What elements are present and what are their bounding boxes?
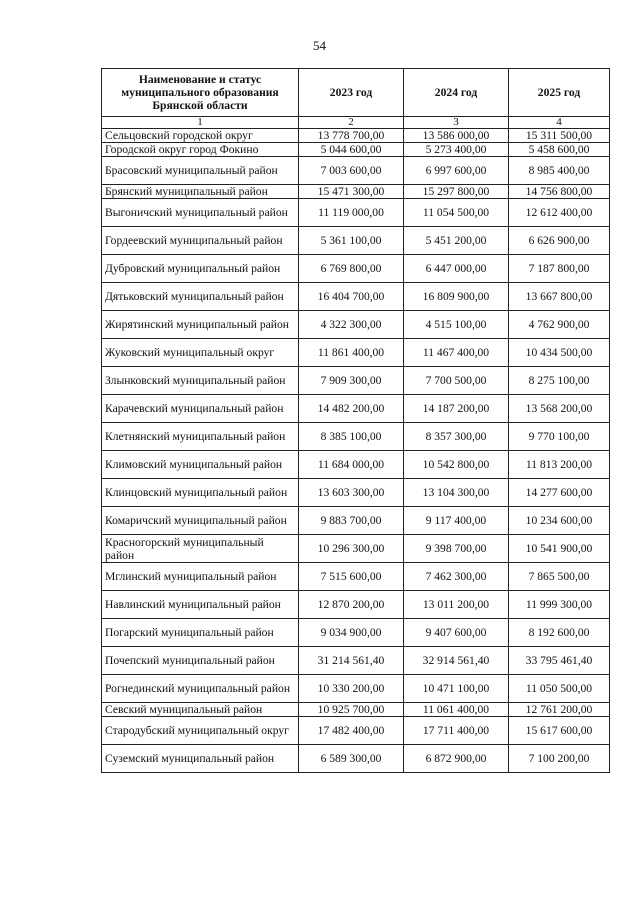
table-row — [102, 703, 610, 717]
municipality-name: Жирятинский муниципальный район — [102, 311, 299, 339]
municipality-name: Дятьковский муниципальный район — [102, 283, 299, 311]
value-2025: 5 458 600,00 — [509, 143, 610, 157]
municipality-name: Брянский муниципальный район — [102, 185, 299, 199]
value-2025: 7 100 200,00 — [509, 745, 610, 773]
value-2024: 15 297 800,00 — [404, 185, 509, 199]
municipality-name: Выгоничский муниципальный район — [102, 199, 299, 227]
municipality-name: Севский муниципальный район — [102, 703, 299, 717]
table-row — [102, 129, 610, 143]
table-row — [102, 717, 610, 745]
municipality-name: Городской округ город Фокино — [102, 143, 299, 157]
table-row — [102, 185, 610, 199]
value-2025: 8 985 400,00 — [509, 157, 610, 185]
header-2023: 2023 год — [299, 69, 404, 117]
value-2024: 14 187 200,00 — [404, 395, 509, 423]
table-row — [102, 227, 610, 255]
municipality-name: Карачевский муниципальный район — [102, 395, 299, 423]
value-2025: 6 626 900,00 — [509, 227, 610, 255]
table-row — [102, 143, 610, 157]
value-2025: 10 541 900,00 — [509, 535, 610, 563]
value-2024: 9 117 400,00 — [404, 507, 509, 535]
municipality-name: Жуковский муниципальный округ — [102, 339, 299, 367]
value-2024: 6 872 900,00 — [404, 745, 509, 773]
municipality-name: Суземский муниципальный район — [102, 745, 299, 773]
value-2023: 11 684 000,00 — [299, 451, 404, 479]
value-2023: 5 044 600,00 — [299, 143, 404, 157]
table-row — [102, 199, 610, 227]
value-2025: 11 050 500,00 — [509, 675, 610, 703]
value-2024: 9 398 700,00 — [404, 535, 509, 563]
value-2023: 6 589 300,00 — [299, 745, 404, 773]
table-row — [102, 255, 610, 283]
table-row — [102, 367, 610, 395]
table-row — [102, 283, 610, 311]
value-2023: 10 330 200,00 — [299, 675, 404, 703]
budget-table — [101, 68, 610, 773]
value-2024: 11 054 500,00 — [404, 199, 509, 227]
value-2023: 13 603 300,00 — [299, 479, 404, 507]
value-2023: 8 385 100,00 — [299, 423, 404, 451]
value-2023: 9 034 900,00 — [299, 619, 404, 647]
header-name: Наименование и статус муниципального образования Брянской области — [102, 69, 299, 117]
table-row — [102, 675, 610, 703]
value-2023: 4 322 300,00 — [299, 311, 404, 339]
value-2024: 6 447 000,00 — [404, 255, 509, 283]
value-2025: 4 762 900,00 — [509, 311, 610, 339]
value-2024: 13 104 300,00 — [404, 479, 509, 507]
value-2025: 12 612 400,00 — [509, 199, 610, 227]
municipality-name: Комаричский муниципальный район — [102, 507, 299, 535]
table-header-row — [102, 69, 610, 117]
table-row — [102, 451, 610, 479]
value-2024: 5 273 400,00 — [404, 143, 509, 157]
value-2023: 14 482 200,00 — [299, 395, 404, 423]
value-2025: 11 813 200,00 — [509, 451, 610, 479]
value-2024: 4 515 100,00 — [404, 311, 509, 339]
column-number: 4 — [509, 117, 610, 129]
municipality-name: Дубровский муниципальный район — [102, 255, 299, 283]
table-row — [102, 563, 610, 591]
value-2023: 7 515 600,00 — [299, 563, 404, 591]
table-row — [102, 311, 610, 339]
table-row — [102, 339, 610, 367]
value-2025: 14 756 800,00 — [509, 185, 610, 199]
header-2025: 2025 год — [509, 69, 610, 117]
value-2025: 7 865 500,00 — [509, 563, 610, 591]
municipality-name: Погарский муниципальный район — [102, 619, 299, 647]
value-2025: 14 277 600,00 — [509, 479, 610, 507]
value-2024: 10 542 800,00 — [404, 451, 509, 479]
municipality-name: Брасовский муниципальный район — [102, 157, 299, 185]
value-2023: 13 778 700,00 — [299, 129, 404, 143]
municipality-name: Почепский муниципальный район — [102, 647, 299, 675]
value-2024: 13 586 000,00 — [404, 129, 509, 143]
municipality-name: Стародубский муниципальный округ — [102, 717, 299, 745]
column-number-row — [102, 117, 610, 129]
municipality-name: Гордеевский муниципальный район — [102, 227, 299, 255]
table-row — [102, 479, 610, 507]
value-2024: 7 462 300,00 — [404, 563, 509, 591]
value-2025: 10 434 500,00 — [509, 339, 610, 367]
column-number: 3 — [404, 117, 509, 129]
value-2024: 8 357 300,00 — [404, 423, 509, 451]
value-2023: 11 119 000,00 — [299, 199, 404, 227]
value-2025: 13 667 800,00 — [509, 283, 610, 311]
page-number: 54 — [313, 38, 326, 53]
value-2024: 7 700 500,00 — [404, 367, 509, 395]
column-number: 1 — [102, 117, 299, 129]
value-2024: 16 809 900,00 — [404, 283, 509, 311]
table-row — [102, 423, 610, 451]
value-2023: 10 296 300,00 — [299, 535, 404, 563]
value-2025: 7 187 800,00 — [509, 255, 610, 283]
value-2024: 10 471 100,00 — [404, 675, 509, 703]
table-row — [102, 745, 610, 773]
value-2025: 12 761 200,00 — [509, 703, 610, 717]
value-2023: 17 482 400,00 — [299, 717, 404, 745]
municipality-name: Клетнянский муниципальный район — [102, 423, 299, 451]
header-2024: 2024 год — [404, 69, 509, 117]
value-2024: 32 914 561,40 — [404, 647, 509, 675]
municipality-name: Злынковский муниципальный район — [102, 367, 299, 395]
value-2025: 13 568 200,00 — [509, 395, 610, 423]
value-2023: 6 769 800,00 — [299, 255, 404, 283]
table-row — [102, 647, 610, 675]
value-2024: 6 997 600,00 — [404, 157, 509, 185]
table-row — [102, 157, 610, 185]
value-2025: 8 192 600,00 — [509, 619, 610, 647]
table-row — [102, 507, 610, 535]
value-2024: 5 451 200,00 — [404, 227, 509, 255]
value-2025: 15 311 500,00 — [509, 129, 610, 143]
value-2023: 7 003 600,00 — [299, 157, 404, 185]
table-row — [102, 395, 610, 423]
municipality-name: Сельцовский городской округ — [102, 129, 299, 143]
value-2025: 8 275 100,00 — [509, 367, 610, 395]
municipality-name: Клинцовский муниципальный район — [102, 479, 299, 507]
value-2024: 13 011 200,00 — [404, 591, 509, 619]
municipality-name: Красногорский муниципальный район — [102, 535, 299, 563]
value-2023: 16 404 700,00 — [299, 283, 404, 311]
value-2023: 11 861 400,00 — [299, 339, 404, 367]
table-row — [102, 619, 610, 647]
value-2024: 17 711 400,00 — [404, 717, 509, 745]
value-2025: 15 617 600,00 — [509, 717, 610, 745]
municipality-name: Климовский муниципальный район — [102, 451, 299, 479]
value-2024: 9 407 600,00 — [404, 619, 509, 647]
value-2023: 12 870 200,00 — [299, 591, 404, 619]
value-2025: 33 795 461,40 — [509, 647, 610, 675]
value-2025: 9 770 100,00 — [509, 423, 610, 451]
value-2025: 10 234 600,00 — [509, 507, 610, 535]
value-2024: 11 467 400,00 — [404, 339, 509, 367]
table-row — [102, 535, 610, 563]
table-row — [102, 591, 610, 619]
value-2023: 15 471 300,00 — [299, 185, 404, 199]
value-2023: 7 909 300,00 — [299, 367, 404, 395]
municipality-name: Рогнединский муниципальный район — [102, 675, 299, 703]
value-2023: 5 361 100,00 — [299, 227, 404, 255]
value-2023: 9 883 700,00 — [299, 507, 404, 535]
value-2025: 11 999 300,00 — [509, 591, 610, 619]
value-2023: 10 925 700,00 — [299, 703, 404, 717]
column-number: 2 — [299, 117, 404, 129]
municipality-name: Навлинский муниципальный район — [102, 591, 299, 619]
value-2023: 31 214 561,40 — [299, 647, 404, 675]
value-2024: 11 061 400,00 — [404, 703, 509, 717]
municipality-name: Мглинский муниципальный район — [102, 563, 299, 591]
